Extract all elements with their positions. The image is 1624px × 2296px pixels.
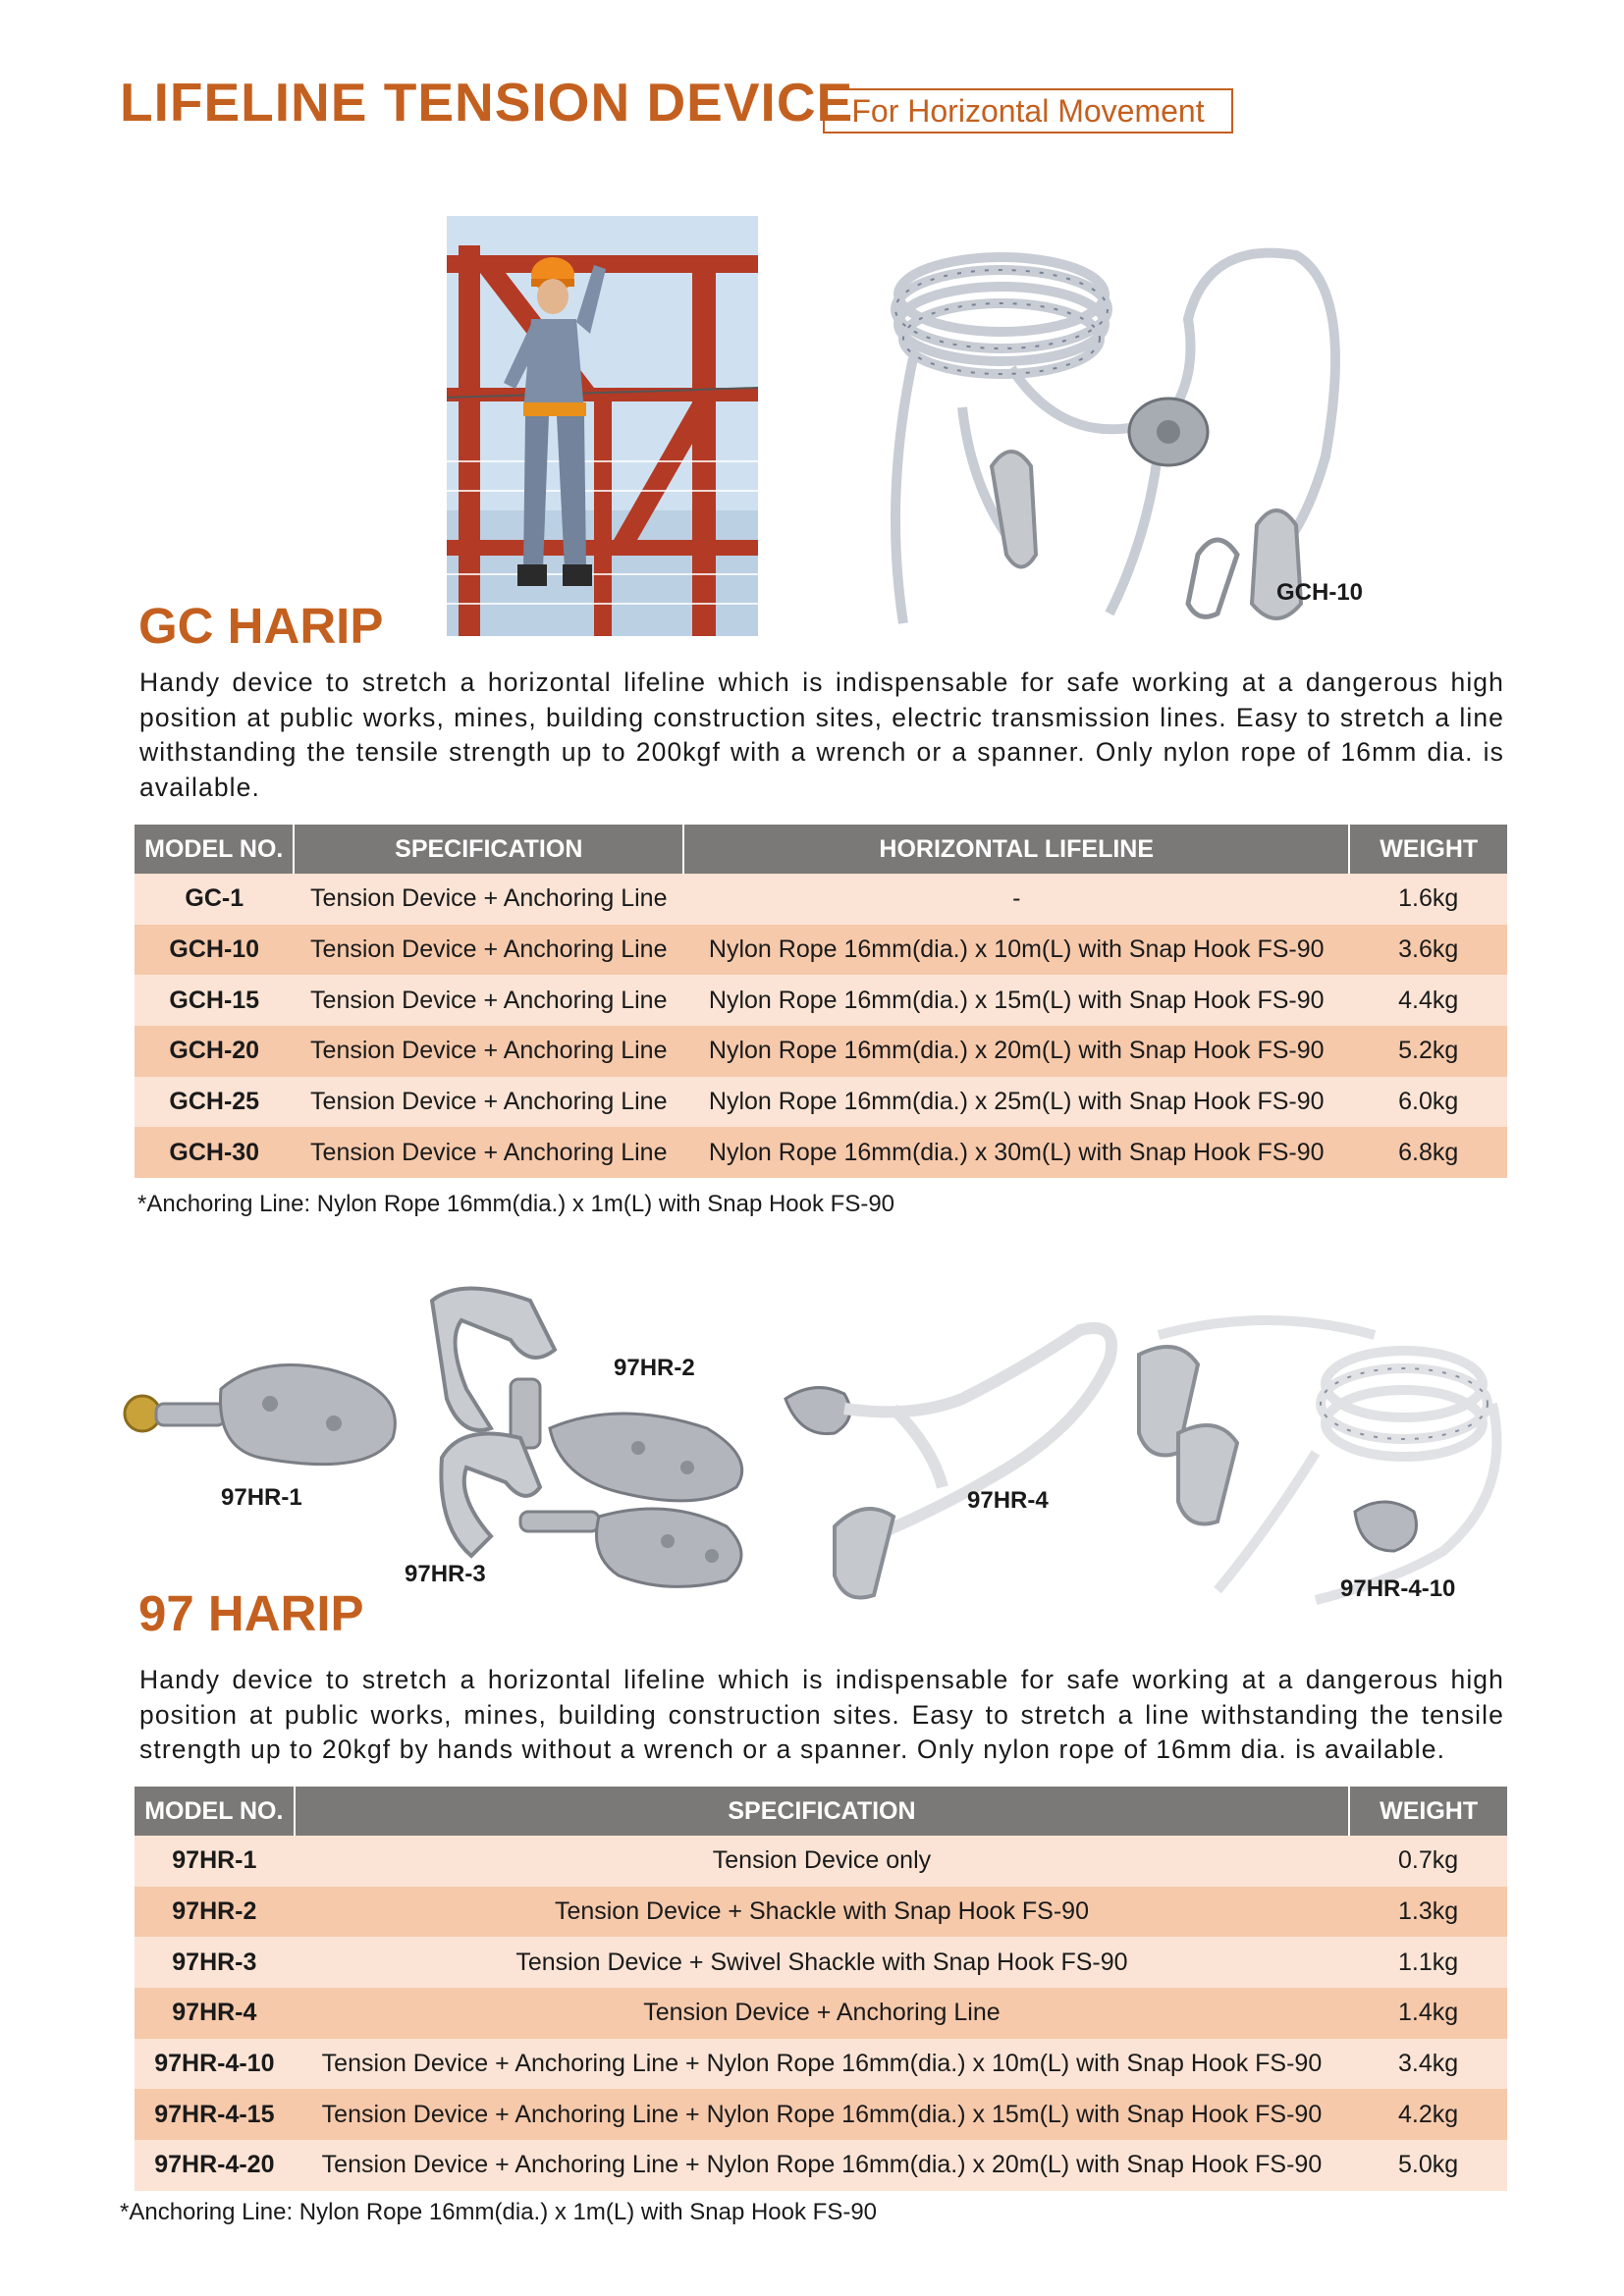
97hr-4-caption: 97HR-4 xyxy=(967,1487,1049,1514)
spec-cell: Tension Device + Anchoring Line xyxy=(294,975,683,1026)
table-row xyxy=(135,1887,1507,1938)
model-cell: GCH-25 xyxy=(135,1077,294,1128)
spec-cell: Tension Device + Anchoring Line + Nylon Rope 16mm(dia.) x 20m(L) with Snap Hook FS-90 xyxy=(295,2140,1350,2191)
table-row xyxy=(135,1127,1507,1178)
model-cell: 97HR-4-10 xyxy=(135,2039,295,2090)
weight-cell: 5.2kg xyxy=(1349,1026,1507,1077)
weight-cell: 1.6kg xyxy=(1349,874,1507,925)
spec-cell: Tension Device + Swivel Shackle with Snap Hook FS-90 xyxy=(295,1937,1350,1988)
spec-cell: Tension Device + Anchoring Line xyxy=(294,925,683,976)
97-harip-footnote: *Anchoring Line: Nylon Rope 16mm(dia.) x 1m(L) with Snap Hook FS-90 xyxy=(120,2199,878,2225)
weight-cell: 0.7kg xyxy=(1349,1836,1507,1887)
97hr-3-caption: 97HR-3 xyxy=(405,1561,486,1587)
table-header-row xyxy=(135,825,1507,874)
col-model: MODEL NO. xyxy=(135,825,294,874)
model-cell: 97HR-3 xyxy=(135,1937,295,1988)
spec-cell: Tension Device + Anchoring Line xyxy=(295,1988,1350,2039)
gch-10-caption: GCH-10 xyxy=(1276,579,1364,606)
spec-cell: Tension Device only xyxy=(295,1836,1350,1887)
weight-cell: 4.2kg xyxy=(1349,2089,1507,2140)
lifeline-cell: Nylon Rope 16mm(dia.) x 25m(L) with Snap Hook FS-90 xyxy=(683,1077,1349,1128)
97hr-2-caption: 97HR-2 xyxy=(614,1355,695,1381)
weight-cell: 5.0kg xyxy=(1349,2140,1507,2191)
table-header-row xyxy=(135,1787,1507,1836)
model-cell: 97HR-4 xyxy=(135,1988,295,2039)
spec-cell: Tension Device + Anchoring Line xyxy=(294,1077,683,1128)
gc-harip-description: Handy device to stretch a horizontal lifeline which is indispensable for safe working at a dangerous high position at public works, mines, building construction sites, electric transmission lines. Easy to stretch a line withstanding the tensile strength up to 200kgf with a wrench or a spanner. Only nylon rope of 16mm dia. is available. xyxy=(139,667,1504,802)
gc-harip-spec-table xyxy=(135,825,1507,1178)
lifeline-cell: Nylon Rope 16mm(dia.) x 30m(L) with Snap Hook FS-90 xyxy=(683,1127,1349,1178)
model-cell: 97HR-2 xyxy=(135,1887,295,1938)
lifeline-cell: Nylon Rope 16mm(dia.) x 20m(L) with Snap Hook FS-90 xyxy=(683,1026,1349,1077)
weight-cell: 3.4kg xyxy=(1349,2039,1507,2090)
spec-cell: Tension Device + Anchoring Line + Nylon Rope 16mm(dia.) x 15m(L) with Snap Hook FS-90 xyxy=(295,2089,1350,2140)
97hr-4-product-image xyxy=(766,1310,1129,1605)
col-specification: SPECIFICATION xyxy=(295,1787,1350,1836)
model-cell: 97HR-1 xyxy=(135,1836,295,1887)
gc-harip-title: GC HARIP xyxy=(138,598,384,654)
model-cell: 97HR-4-20 xyxy=(135,2140,295,2191)
model-cell: GCH-10 xyxy=(135,925,294,976)
lifeline-cell: Nylon Rope 16mm(dia.) x 15m(L) with Snap Hook FS-90 xyxy=(683,975,1349,1026)
col-weight: WEIGHT xyxy=(1349,1787,1507,1836)
table-row xyxy=(135,2089,1507,2140)
col-model: MODEL NO. xyxy=(135,1787,295,1836)
col-specification: SPECIFICATION xyxy=(294,825,683,874)
table-row xyxy=(135,975,1507,1026)
table-row xyxy=(135,2140,1507,2191)
worker-photo xyxy=(447,216,758,636)
weight-cell: 6.0kg xyxy=(1349,1077,1507,1128)
model-cell: GCH-20 xyxy=(135,1026,294,1077)
97hr-4-10-product-image xyxy=(1119,1296,1522,1610)
model-cell: GC-1 xyxy=(135,874,294,925)
table-row xyxy=(135,2039,1507,2090)
page-subtitle: For Horizontal Movement xyxy=(823,88,1233,133)
table-row xyxy=(135,874,1507,925)
97-harip-description: Handy device to stretch a horizontal lifeline which is indispensable for safe working at a dangerous high position at public works, mines, building construction sites. Easy to stretch a line withstanding the tensile strength up to 20kgf by hands without a wrench or a spanner. Only nylon rope of 16mm dia. is available. xyxy=(139,1665,1504,1764)
spec-cell: Tension Device + Shackle with Snap Hook FS-90 xyxy=(295,1887,1350,1938)
table-row xyxy=(135,1937,1507,1988)
table-row xyxy=(135,1988,1507,2039)
97hr-4-10-caption: 97HR-4-10 xyxy=(1340,1575,1456,1602)
gc-harip-footnote: *Anchoring Line: Nylon Rope 16mm(dia.) x 1m(L) with Snap Hook FS-90 xyxy=(137,1191,895,1217)
97hr-1-caption: 97HR-1 xyxy=(221,1484,302,1511)
model-cell: GCH-15 xyxy=(135,975,294,1026)
weight-cell: 1.4kg xyxy=(1349,1988,1507,2039)
weight-cell: 1.1kg xyxy=(1349,1937,1507,1988)
col-horizontal-lifeline: HORIZONTAL LIFELINE xyxy=(683,825,1349,874)
table-row xyxy=(135,1026,1507,1077)
table-row xyxy=(135,1836,1507,1887)
model-cell: GCH-30 xyxy=(135,1127,294,1178)
table-row xyxy=(135,1077,1507,1128)
spec-cell: Tension Device + Anchoring Line xyxy=(294,1127,683,1178)
spec-cell: Tension Device + Anchoring Line + Nylon Rope 16mm(dia.) x 10m(L) with Snap Hook FS-90 xyxy=(295,2039,1350,2090)
table-row xyxy=(135,925,1507,976)
97hr-1-product-image xyxy=(113,1350,407,1477)
lifeline-cell: Nylon Rope 16mm(dia.) x 10m(L) with Snap Hook FS-90 xyxy=(683,925,1349,976)
weight-cell: 3.6kg xyxy=(1349,925,1507,976)
weight-cell: 6.8kg xyxy=(1349,1127,1507,1178)
model-cell: 97HR-4-15 xyxy=(135,2089,295,2140)
97-harip-title: 97 HARIP xyxy=(138,1585,364,1641)
lifeline-cell: - xyxy=(683,874,1349,925)
col-weight: WEIGHT xyxy=(1349,825,1507,874)
spec-cell: Tension Device + Anchoring Line xyxy=(294,874,683,925)
97-harip-spec-table xyxy=(135,1787,1507,2191)
spec-cell: Tension Device + Anchoring Line xyxy=(294,1026,683,1077)
page-title: LIFELINE TENSION DEVICE xyxy=(120,72,854,133)
weight-cell: 4.4kg xyxy=(1349,975,1507,1026)
weight-cell: 1.3kg xyxy=(1349,1887,1507,1938)
